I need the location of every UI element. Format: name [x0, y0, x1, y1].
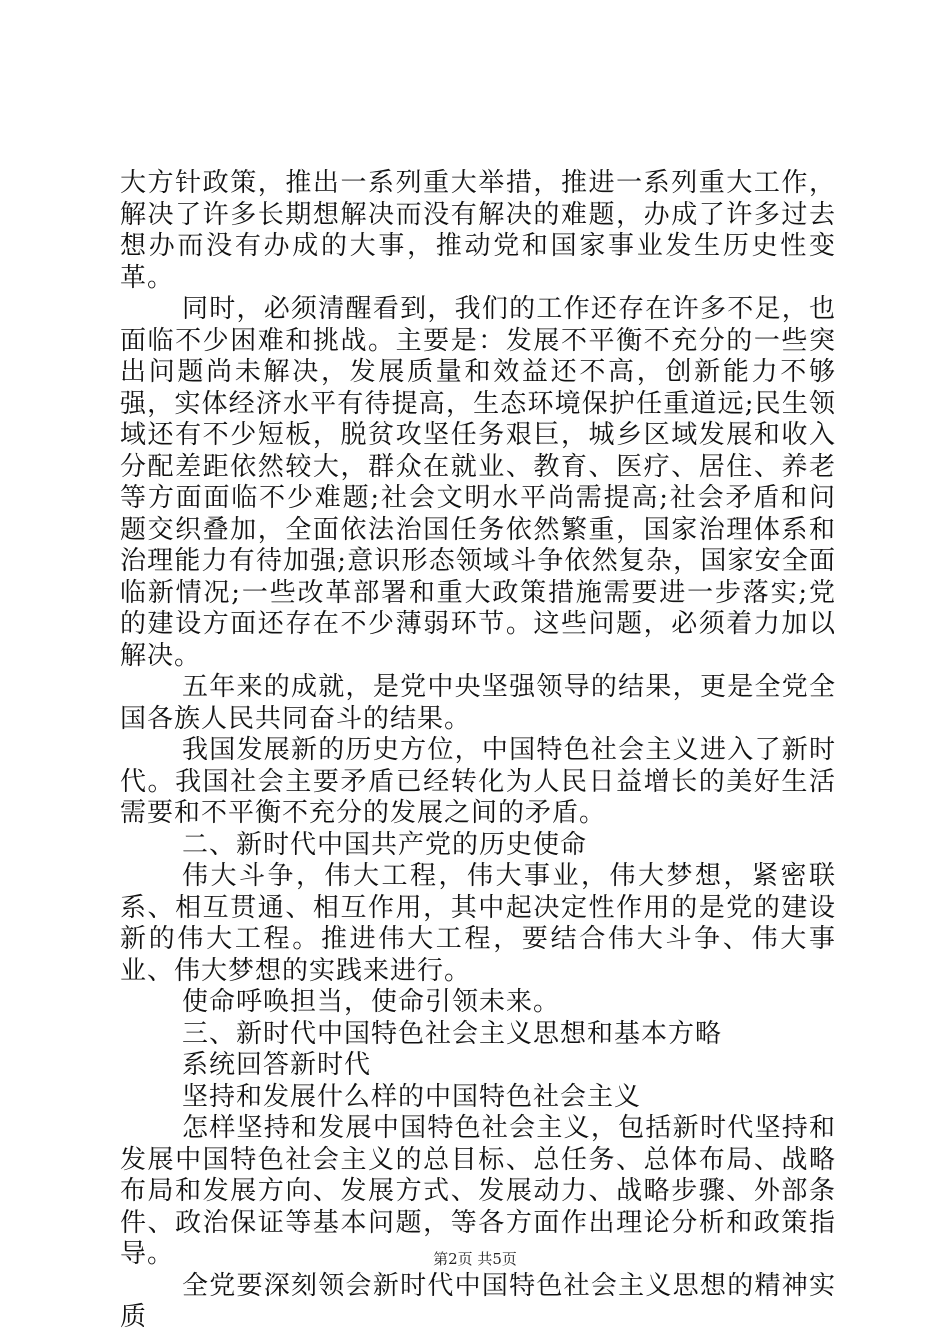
paragraph: 系统回答新时代	[182, 1050, 372, 1080]
section-heading: 三、新时代中国特色社会主义思想和基本方略	[182, 1018, 723, 1049]
paragraph: 使命呼唤担当，使命引领未来。	[182, 987, 561, 1017]
paragraph: 坚持和发展什么样的中国特色社会主义	[182, 1081, 642, 1112]
paragraph: 同时，必须清醒看到，我们的工作还存在许多不足，也面临不少困难和挑战。主要是：发展不平衡不充分的一些突出问题尚未解决，发展质量和效益还不高，创新能力不够强，实体经济水平有待提高，生态环境保护任重道远;民生领域还有不少短板，脱贫攻坚任务艰巨，城乡区域发展和收入分配差距依然较大，群众在就业、教育、医疗、居住、养老等方面面临不少难题;社会文明水平尚需提高;社会矛盾和问题交织叠加，全面依法治国任务依然繁重，国家治理体系和治理能力有待加强;意识形态领域斗争依然复杂，国家安全面临新情况;一些改革部署和重大政策措施需要进一步落实;党的建设方面还存在不少薄弱环节。这些问题，必须着力加以解决。	[120, 294, 836, 671]
paragraph: 五年来的成就，是党中央坚强领导的结果，更是全党全国各族人民共同奋斗的结果。	[120, 672, 836, 734]
paragraph: 大方针政策，推出一系列重大举措，推进一系列重大工作，解决了许多长期想解决而没有解决的难题，办成了许多过去想办而没有办成的大事，推动党和国家事业发生历史性变革。	[120, 168, 836, 293]
paragraph: 伟大斗争，伟大工程，伟大事业，伟大梦想，紧密联系、相互贯通、相互作用，其中起决定性作用的是党的建设新的伟大工程。推进伟大工程，要结合伟大斗争、伟大事业、伟大梦想的实践来进行。	[120, 861, 836, 986]
page-number: 第2页 共5页	[433, 1250, 517, 1268]
paragraph: 怎样坚持和发展中国特色社会主义，包括新时代坚持和发展中国特色社会主义的总目标、总任务、总体布局、战略布局和发展方向、发展方式、发展动力、战略步骤、外部条件、政治保证等基本问题，等各方面作出理论分析和政策指导。	[120, 1113, 836, 1269]
paragraph: 全党要深刻领会新时代中国特色社会主义思想的精神实质	[120, 1270, 836, 1332]
document-body	[120, 168, 836, 1334]
paragraph: 我国发展新的历史方位，中国特色社会主义进入了新时代。我国社会主要矛盾已经转化为人民日益增长的美好生活需要和不平衡不充分的发展之间的矛盾。	[120, 735, 836, 828]
section-heading: 二、新时代中国共产党的历史使命	[182, 829, 588, 860]
